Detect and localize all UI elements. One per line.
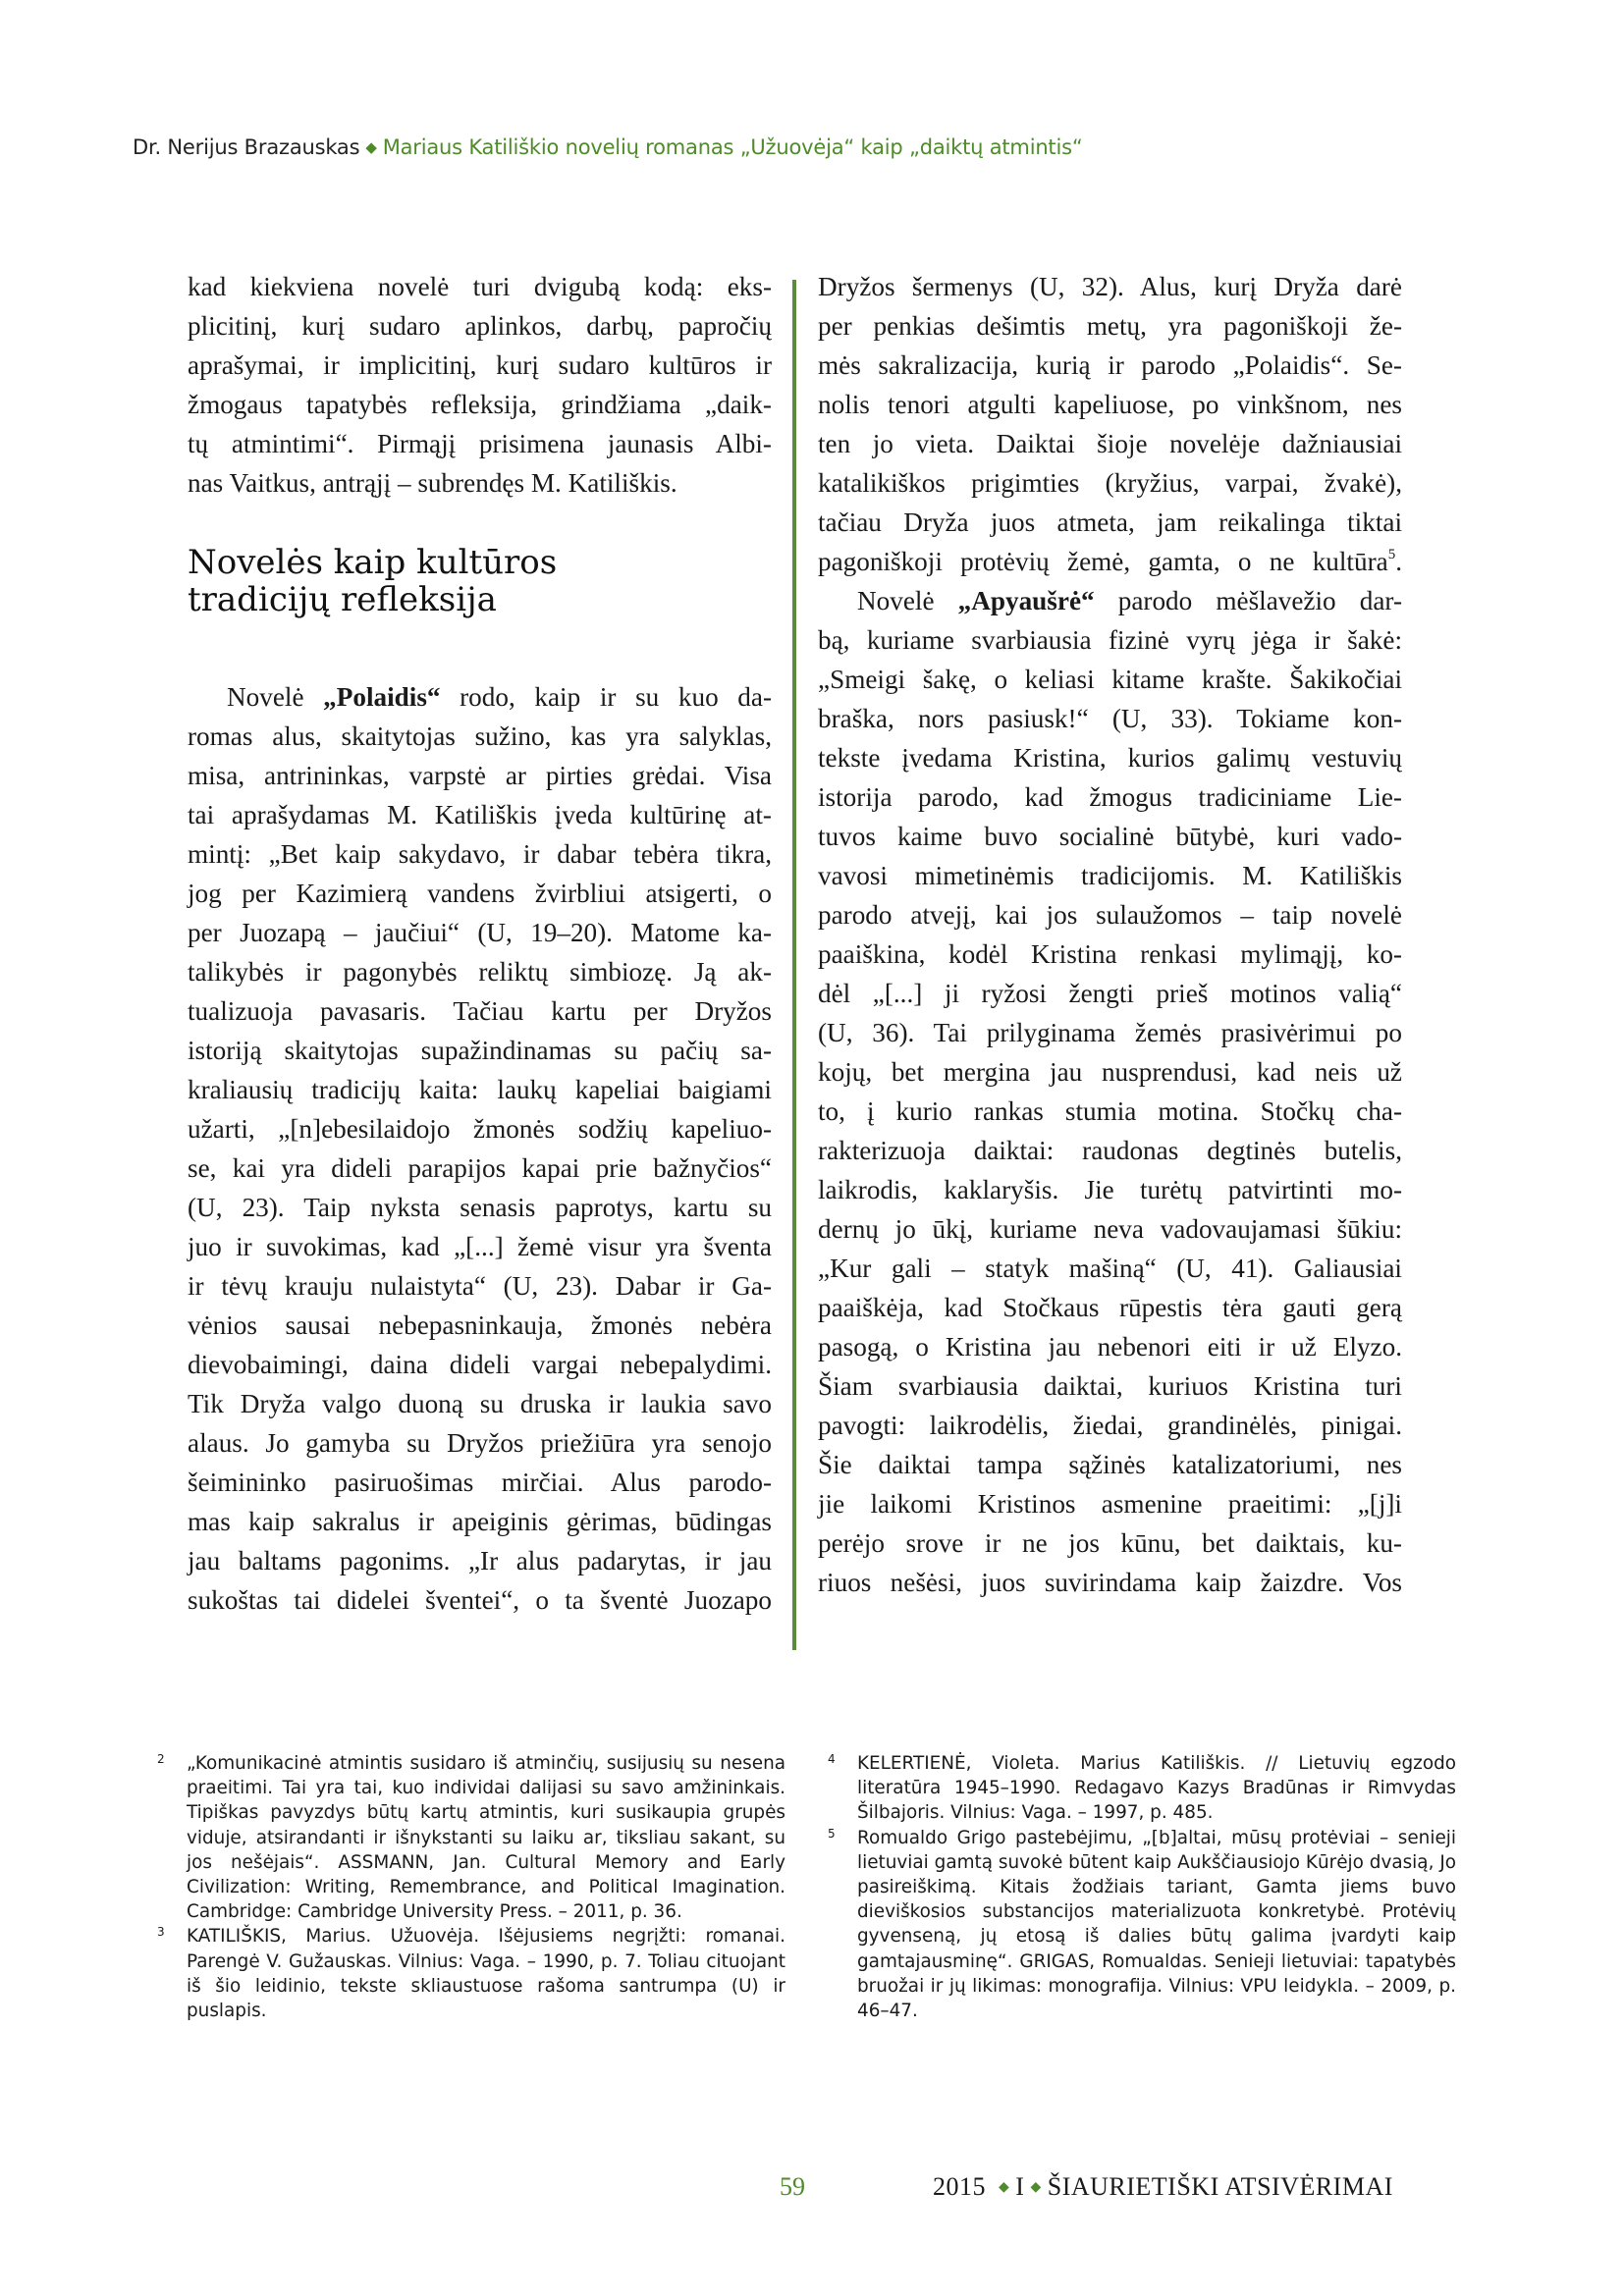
footnote-number: 4 xyxy=(828,1752,836,1766)
text-line: to, į kurio rankas stumia motina. Stočkų cha- xyxy=(818,1096,1402,1126)
text-line: ir tėvų krauju nulaistyta“ (U, 23). Dabar ir Ga- xyxy=(188,1271,772,1301)
text-line: Šiam svarbiausia daiktai, kuriuos Kristina turi xyxy=(818,1371,1402,1401)
footnote-number: 2 xyxy=(157,1752,165,1766)
text-line: se, kai yra dideli parapijos kapai prie bažnyčios“ xyxy=(188,1153,772,1183)
footnote-text: Romualdo Grigo pastebėjimu, „[b]altai, mūsų protėviai – senieji lietuviai gamtą suvokė būtent kaip Aukščiausiojo Kūrėjo dvasią, Jo pasireiškimą. Kitais žodžiais tariant, Gamta jiems buvo dieviškosios substancijos materializuota konkretybė. Protėvių gyvenseną, jų etosą iš dalies būtų galima įvardyti kaip gamtajausminę“. GRIGAS, Romualdas. Senieji lietuviai: tapatybės bruožai ir jų likimas: monografija. Vilnius: VPU leidykla. – 2009, p. 46–47. xyxy=(857,1827,1456,2022)
running-header xyxy=(133,135,1360,159)
text-line: jie laikomi Kristinos asmenine praeitimi: „[j]i xyxy=(818,1489,1402,1519)
text-line: vėnios sausai nebepasninkauja, žmonės nebėra xyxy=(188,1310,772,1340)
polaidis-paragraph xyxy=(188,677,772,1620)
text-line: laikrodis, kaklaryšis. Jie turėtų patvirtinti mo- xyxy=(818,1175,1402,1204)
text-line: jau baltams pagonims. „Ir alus padarytas, ir jau xyxy=(188,1546,772,1575)
footnote-4 xyxy=(828,1751,1456,1826)
text-line: istorija parodo, kad žmogus tradiciniame Lie- xyxy=(818,782,1402,812)
header-author: Dr. Nerijus Brazauskas xyxy=(133,135,360,159)
text-line: sukoštas tai didelei šventei“, o ta šventė Juozapo xyxy=(188,1585,772,1615)
diamond-icon: ◆ xyxy=(1030,2180,1042,2195)
text-line: romas alus, skaitytojas sužino, kas yra salyklas, xyxy=(188,721,772,751)
text-line: tualizuoja pavasaris. Tačiau kartu per Dryžos xyxy=(188,996,772,1026)
text-line: nas Vaitkus, antrąjį – subrendęs M. Katiliškis. xyxy=(188,468,677,498)
text-line: misa, antrininkas, varpstė ar pirties grėdai. Visa xyxy=(188,761,772,790)
text-line: perėjo srove ir ne jos kūnu, bet daiktais, ku- xyxy=(818,1528,1402,1558)
text-line: dėl „[...] ji ryžosi žengti prieš motinos valią“ xyxy=(818,979,1402,1008)
header-article-title: Mariaus Katiliškio novelių romanas „Užuovėja“ kaip „daiktų atmintis“ xyxy=(382,135,1083,159)
footnotes-right xyxy=(828,1751,1456,2023)
text-line: pagoniškoji protėvių žemė, gamta, o ne kultūra$^5$. xyxy=(818,546,1402,576)
section-heading-line: Novelės kaip kultūros xyxy=(188,543,558,582)
text-line: kraliausių tradicijų kaita: laukų kapeliai baigiami xyxy=(188,1075,772,1104)
text-line: Novelė „Apyaušrė“ parodo mėšlavežio dar- xyxy=(857,586,1402,615)
text-line: šeimininko pasiruošimas mirčiai. Alus parodo- xyxy=(188,1468,772,1497)
text-line: paaiškina, kodėl Kristina renkasi mylimąjį, ko- xyxy=(818,939,1402,969)
text-line: „Kur gali – statyk mašiną“ (U, 41). Galiausiai xyxy=(818,1254,1402,1283)
text-line: katalikiškos prigimties (kryžius, varpai, žvakė), xyxy=(818,468,1402,498)
text-line: (U, 23). Taip nyksta senasis paprotys, kartu su xyxy=(188,1193,772,1222)
text-line: Dryžos šermenys (U, 32). Alus, kurį Dryža darė xyxy=(818,272,1402,301)
apyausre-paragraph xyxy=(818,581,1402,1602)
continued-paragraph xyxy=(818,267,1402,581)
text-line: dievobaimingi, daina dideli vargai nebepalydimi. xyxy=(188,1350,772,1379)
text-line: užarti, „[n]ebesilaidojo žmonės sodžių kapeliuo- xyxy=(188,1114,772,1144)
text-line: talikybės ir pagonybės reliktų simbiozę. Ją ak- xyxy=(188,957,772,987)
footnote-text: „Komunikacinė atmintis susidaro iš atminčių, susijusių su nesena praeitimi. Tai yra tai, kuo individai dalijasi su savo amžininkais. Tipiškas pavyzdys būtų kartų atmintis, kuri susikaupia grupės viduje, atsirandanti ir išnykstanti su laiku ar, tiksliau sakant, su jos nešėjais“. ASSMANN, Jan. Cultural Memory and Early Civilization: Writing, Remembrance, and Political Imagination. Cambridge: Cambridge University Press. – 2011, p. 36. xyxy=(187,1753,785,1923)
diamond-icon: ◆ xyxy=(999,2180,1010,2195)
text-line: tekste įvedama Kristina, kurios galimų vestuvių xyxy=(818,743,1402,773)
text-line: nolis tenori atgulti kapeliuose, po vinkšnom, nes xyxy=(818,390,1402,419)
text-line: dernų jo ūkį, kuriame neva vadovaujamasi šūkiu: xyxy=(818,1214,1402,1244)
text-line: braška, nors pasiusk!“ (U, 33). Tokiame kon- xyxy=(818,704,1402,733)
text-line: tai aprašydamas M. Katiliškis įveda kultūrinę at- xyxy=(188,800,772,829)
text-line: tuvos kaime buvo socialinė būtybė, kuri vado- xyxy=(818,822,1402,851)
footnote-ref-5[interactable]: 5 xyxy=(1387,546,1396,562)
footnote-2 xyxy=(157,1751,785,1924)
text-line: tačiau Dryža juos atmeta, jam reikalinga tiktai xyxy=(818,507,1402,537)
footnotes-left xyxy=(157,1751,785,2023)
text-line: juo ir suvokimas, kad „[...] žemė visur yra šventa xyxy=(188,1232,772,1261)
text-line: parodo atvejį, kai jos sulaužomos – taip novelė xyxy=(818,900,1402,930)
text-line: plicitinį, kurį sudaro aplinkos, darbų, papročių xyxy=(188,311,772,341)
text-line: (U, 36). Tai prilyginama žemės prasivėrimui po xyxy=(818,1018,1402,1047)
diamond-icon: ◆ xyxy=(365,138,377,156)
text-line: vavosi mimetinėmis tradicijomis. M. Katiliškis xyxy=(818,861,1402,890)
text-line: mintį: „Bet kaip sakydavo, ir dabar tebėra tikra, xyxy=(188,839,772,869)
column-divider xyxy=(792,280,796,1650)
text-line: bą, kuriame svarbiausia fizinė vyrų jėga ir šakė: xyxy=(818,625,1402,655)
text-line: žmogaus tapatybės refleksija, grindžiama „daik- xyxy=(188,390,772,419)
text-line: Novelė „Polaidis“ rodo, kaip ir su kuo da- xyxy=(227,682,773,712)
text-line: ten jo vieta. Daiktai šioje novelėje dažniausiai xyxy=(818,429,1402,458)
right-column xyxy=(818,267,1402,1602)
text-line: pavogti: laikrodėlis, žiedai, grandinėlės, pinigai. xyxy=(818,1411,1402,1440)
text-line: kojų, bet mergina jau nusprendusi, kad neis už xyxy=(818,1057,1402,1087)
journal-info xyxy=(933,2172,1393,2202)
left-column xyxy=(188,267,772,1620)
footnote-number: 5 xyxy=(828,1826,836,1841)
journal-issue: I xyxy=(1015,2172,1025,2201)
text-line: per penkias dešimtis metų, yra pagoniškoji že- xyxy=(818,311,1402,341)
text-line: pasogą, o Kristina jau nebenori eiti ir už Elyzo. xyxy=(818,1332,1402,1362)
footnote-5 xyxy=(828,1826,1456,2024)
text-line: kad kiekviena novelė turi dvigubą kodą: eks- xyxy=(188,272,772,301)
text-line: per Juozapą – jaučiui“ (U, 19–20). Matome ka- xyxy=(188,918,772,947)
footnote-3 xyxy=(157,1924,785,2023)
text-line: rakterizuoja daiktai: raudonas degtinės butelis, xyxy=(818,1136,1402,1165)
text-line: „Smeigi šakę, o keliasi kitame krašte. Šakikočiai xyxy=(818,665,1402,694)
text-line: jog per Kazimierą vandens žvirbliui atsigerti, o xyxy=(188,879,772,908)
text-line: alaus. Jo gamyba su Dryžos priežiūra yra senojo xyxy=(188,1428,772,1458)
page-number: 59 xyxy=(780,2172,805,2201)
text-line: aprašymai, ir implicitinį, kurį sudaro kultūros ir xyxy=(188,350,772,380)
story-title-polaidis: „Polaidis“ xyxy=(323,682,441,712)
text-line: riuos nešėsi, juos suvirindama kaip žaizdre. Vos xyxy=(818,1568,1402,1597)
section-heading xyxy=(188,544,772,618)
section-heading-line: tradicijų refleksija xyxy=(188,580,497,619)
text-line: mės sakralizacija, kurią ir parodo „Polaidis“. Se- xyxy=(818,350,1402,380)
text-line: istoriją skaitytojas supažindinamas su pačių sa- xyxy=(188,1036,772,1065)
text-line: Tik Dryža valgo duoną su druska ir laukia savo xyxy=(188,1389,772,1418)
journal-name: ŠIAURIETIŠKI ATSIVĖRIMAI xyxy=(1047,2172,1393,2201)
text-line: mas kaip sakralus ir apeiginis gėrimas, būdingas xyxy=(188,1507,772,1536)
footnote-text: KELERTIENĖ, Violeta. Marius Katiliškis. // Lietuvių egzodo literatūra 1945–1990. Redagavo Kazys Bradūnas ir Rimvydas Šilbajoris. Vilnius: Vaga. – 1997, p. 485. xyxy=(857,1753,1456,1824)
text-line: tų atmintimi“. Pirmąjį prisimena jaunasis Albi- xyxy=(188,429,772,458)
footnote-text: KATILIŠKIS, Marius. Užuovėja. Išėjusiems negrįžti: romanai. Parengė V. Gužauskas. Vilnius: Vaga. – 1990, p. 7. Toliau cituojant iš šio leidinio, tekste skliaustuose rašoma santrumpa (U) ir puslapis. xyxy=(187,1926,785,2022)
text-line: Šie daiktai tampa sąžinės katalizatoriumi, nes xyxy=(818,1450,1402,1479)
text-line: paaiškėja, kad Stočkaus rūpestis tėra gauti gerą xyxy=(818,1293,1402,1322)
journal-year: 2015 xyxy=(933,2172,986,2201)
story-title-apyausre: „Apyaušrė“ xyxy=(957,586,1095,615)
footnote-number: 3 xyxy=(157,1925,165,1940)
intro-paragraph xyxy=(188,267,772,503)
